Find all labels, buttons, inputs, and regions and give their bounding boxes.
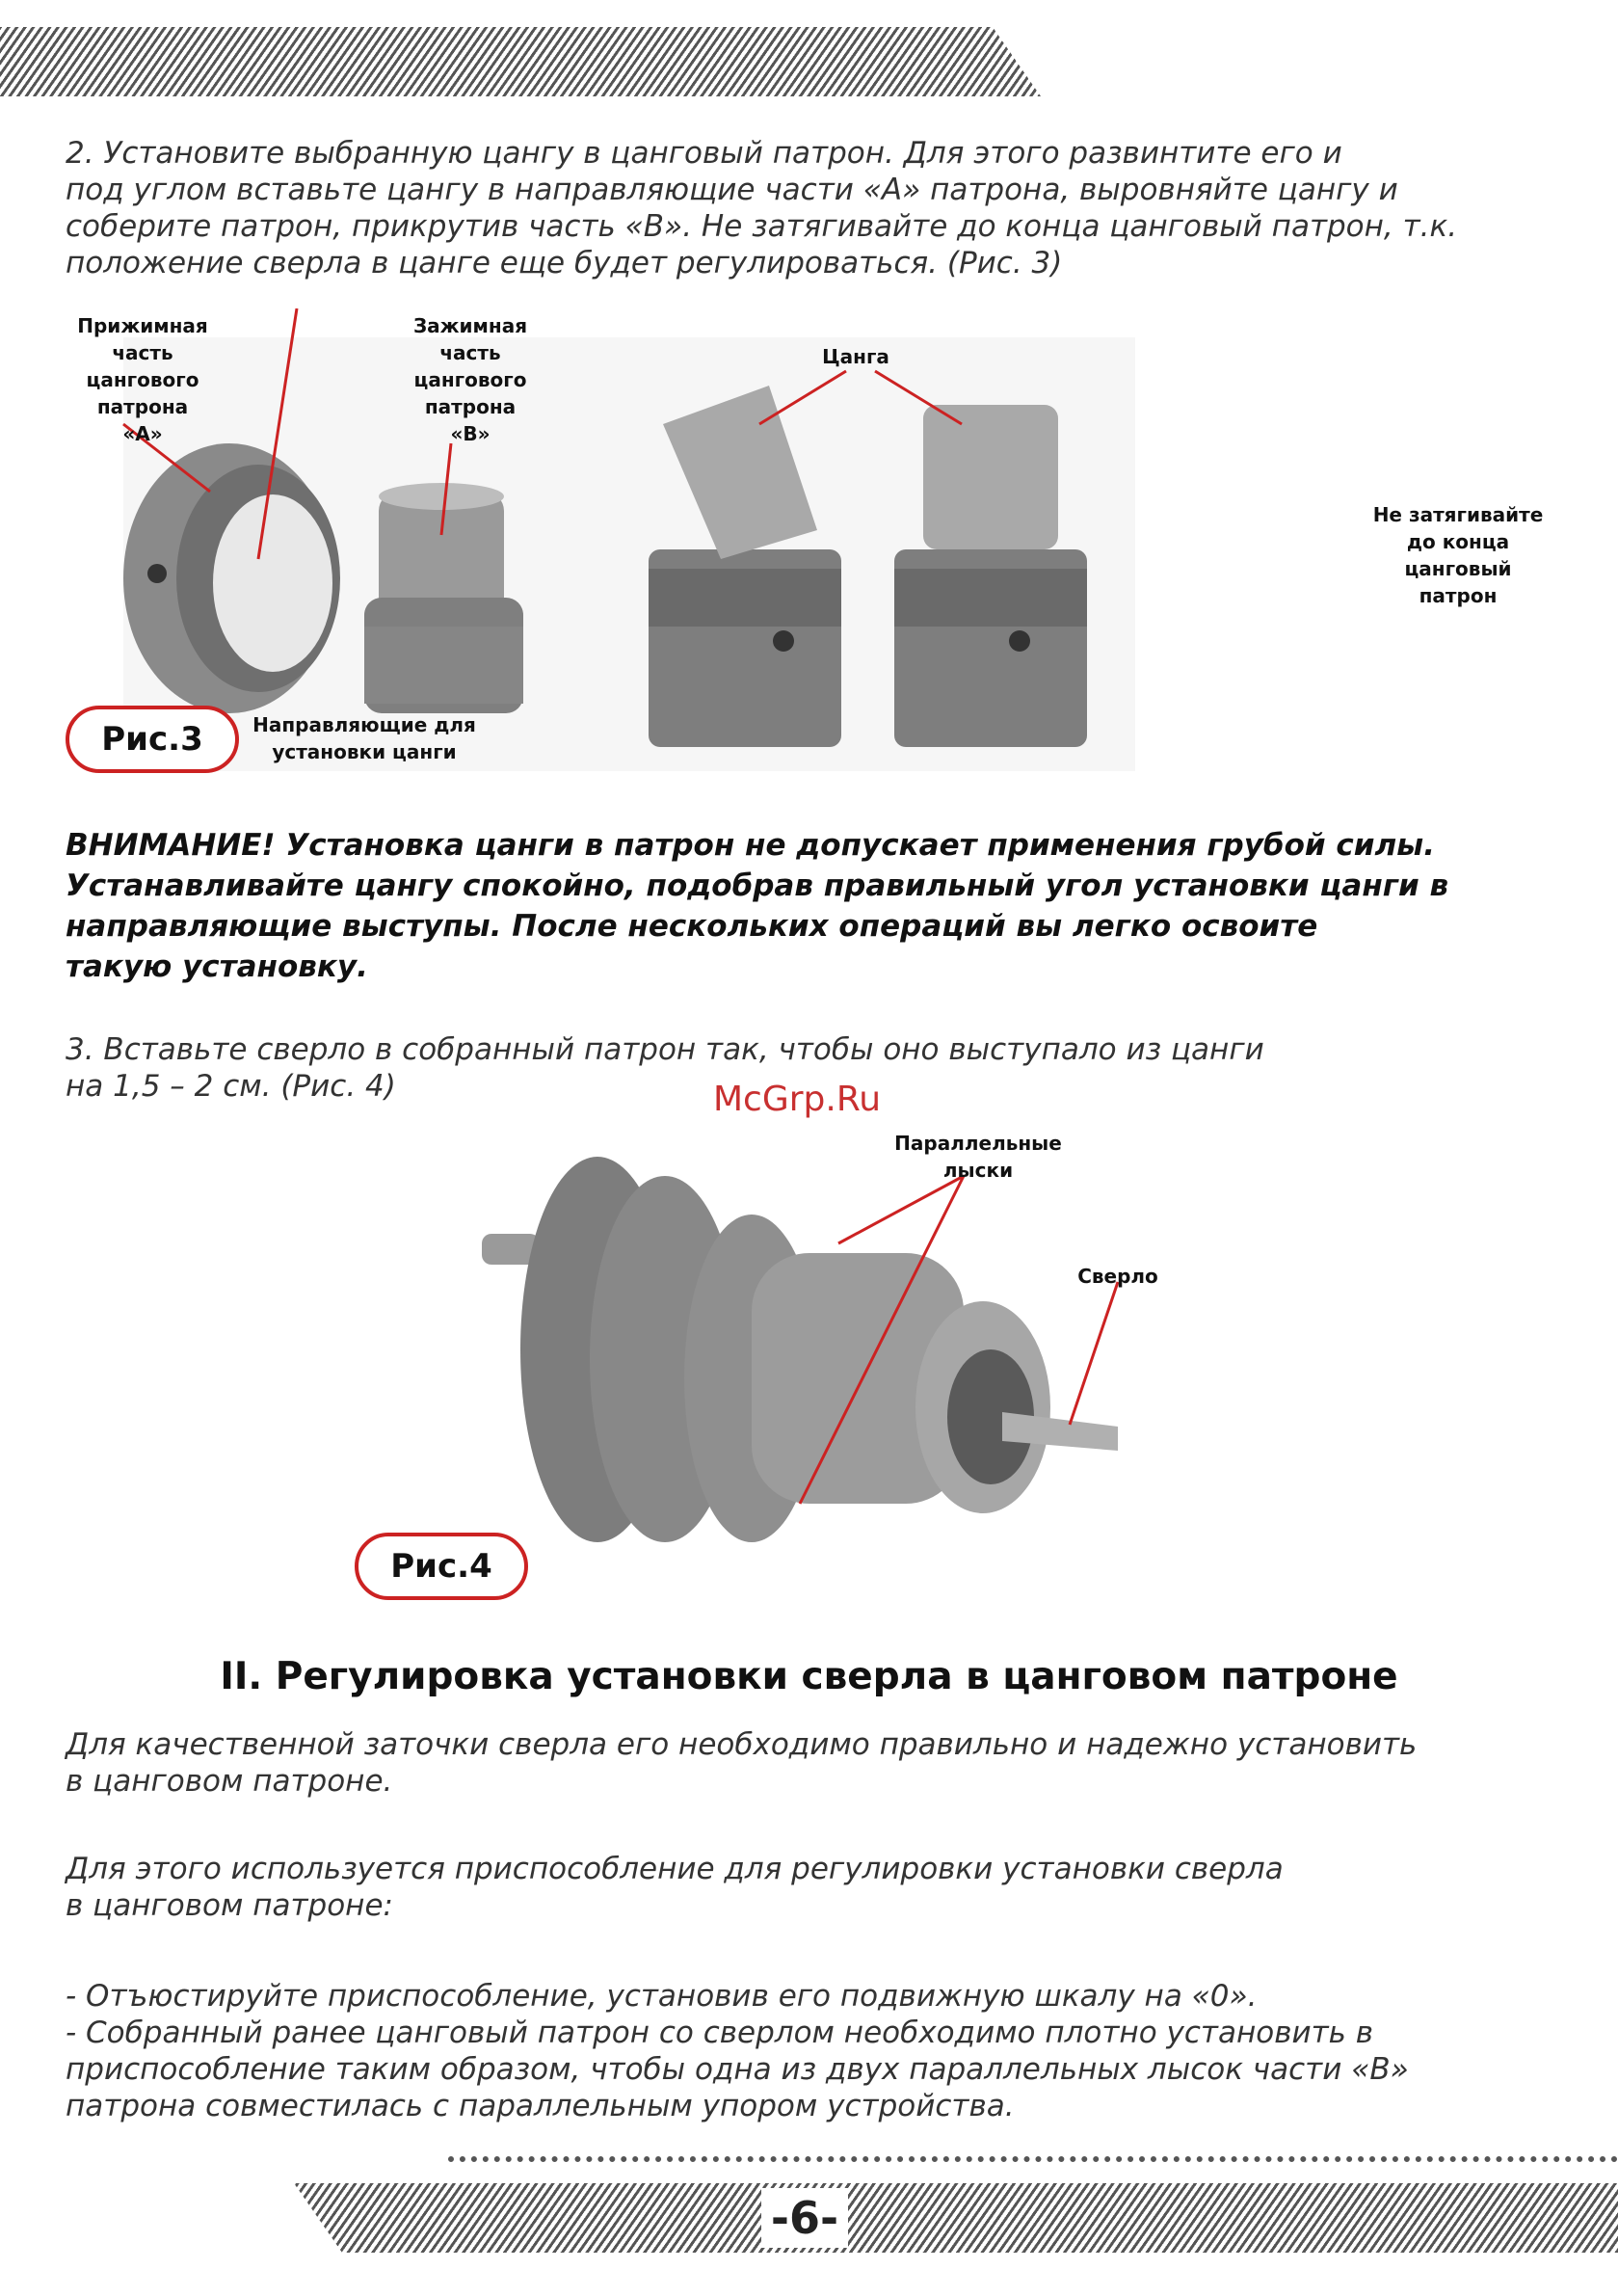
text-line: Для этого используется приспособление для регулировки установки сверла: [66, 1852, 1284, 1886]
warning-line: Устанавливайте цангу спокойно, подобрав правильный угол установки цанги в: [66, 868, 1449, 903]
text-line: 3. Вставьте сверло в собранный патрон так, чтобы оно выступало из цанги: [66, 1032, 1264, 1067]
text-line: - Отъюстируйте приспособление, установив его подвижную шкалу на «0».: [66, 1979, 1258, 2014]
label-part-a: Прижимная часть цангового патрона «А»: [77, 314, 208, 445]
text-line: положение сверла в цанге еще будет регулироваться. (Рис. 3): [66, 246, 1063, 280]
footer-dotted-divider: [448, 2156, 1618, 2162]
text-line: патрона совместилась с параллельным упором устройства.: [66, 2089, 1015, 2123]
label-guides: Направляющие для установки цанги: [252, 713, 476, 763]
label-drill: Сверло: [1077, 1265, 1158, 1288]
paragraph-steps: [66, 1978, 1409, 2124]
collet-straight-illustration: [894, 405, 1087, 747]
text-line: в цанговом патроне:: [66, 1888, 393, 1923]
bottom-decorative-band: [294, 2183, 1618, 2253]
figure-4-badge: Рис.4: [355, 1533, 528, 1600]
label-collet: Цанга: [822, 345, 889, 368]
text-line: Для качественной заточки сверла его необходимо правильно и надежно установить: [66, 1727, 1418, 1762]
paragraph-step3: [66, 1031, 1264, 1105]
figure-4: [347, 1080, 1233, 1610]
label-no-tighten: Не затягивайте до конца цанговый патрон: [1372, 503, 1544, 607]
text-line: соберите патрон, прикрутив часть «В». Не затягивайте до конца цанговый патрон, т.к.: [66, 209, 1458, 244]
text-line: под углом вставьте цангу в направляющие части «А» патрона, выровняйте цангу и: [66, 173, 1398, 207]
paragraph-step2: [66, 135, 1457, 281]
paragraph-intro: [66, 1726, 1417, 1800]
text-line: в цанговом патроне.: [66, 1764, 393, 1799]
label-parallel-flats: Параллельные лыски: [894, 1132, 1062, 1182]
section-heading: II. Регулировка установки сверла в цанговом патроне: [220, 1655, 1398, 1698]
figure-3-badge: Рис.3: [66, 706, 239, 773]
warning-line: ВНИМАНИЕ! Установка цанги в патрон не допускает применения грубой силы.: [66, 828, 1435, 863]
watermark: McGrp.Ru: [713, 1080, 882, 1119]
text-line: приспособление таким образом, чтобы одна из двух параллельных лысок части «В»: [66, 2052, 1409, 2087]
warning-line: такую установку.: [66, 949, 368, 984]
assembled-chuck-with-drill-illustration: [482, 1157, 1118, 1542]
figure-3: [66, 308, 1544, 771]
text-line: на 1,5 – 2 см. (Рис. 4): [66, 1069, 396, 1104]
warning-line: направляющие выступы. После нескольких операций вы легко освоите: [66, 909, 1318, 944]
warning-block: [66, 825, 1448, 987]
figure-3-illustration: [66, 308, 1135, 771]
text-line: - Собранный ранее цанговый патрон со сверлом необходимо плотно установить в: [66, 2016, 1374, 2050]
label-part-b: Зажимная часть цангового патрона «В»: [412, 314, 528, 445]
top-decorative-band: [0, 27, 1041, 96]
page-number: -6-: [761, 2188, 848, 2248]
text-line: 2. Установите выбранную цангу в цанговый патрон. Для этого развинтите его и: [66, 136, 1342, 171]
paragraph-device: [66, 1851, 1284, 1924]
